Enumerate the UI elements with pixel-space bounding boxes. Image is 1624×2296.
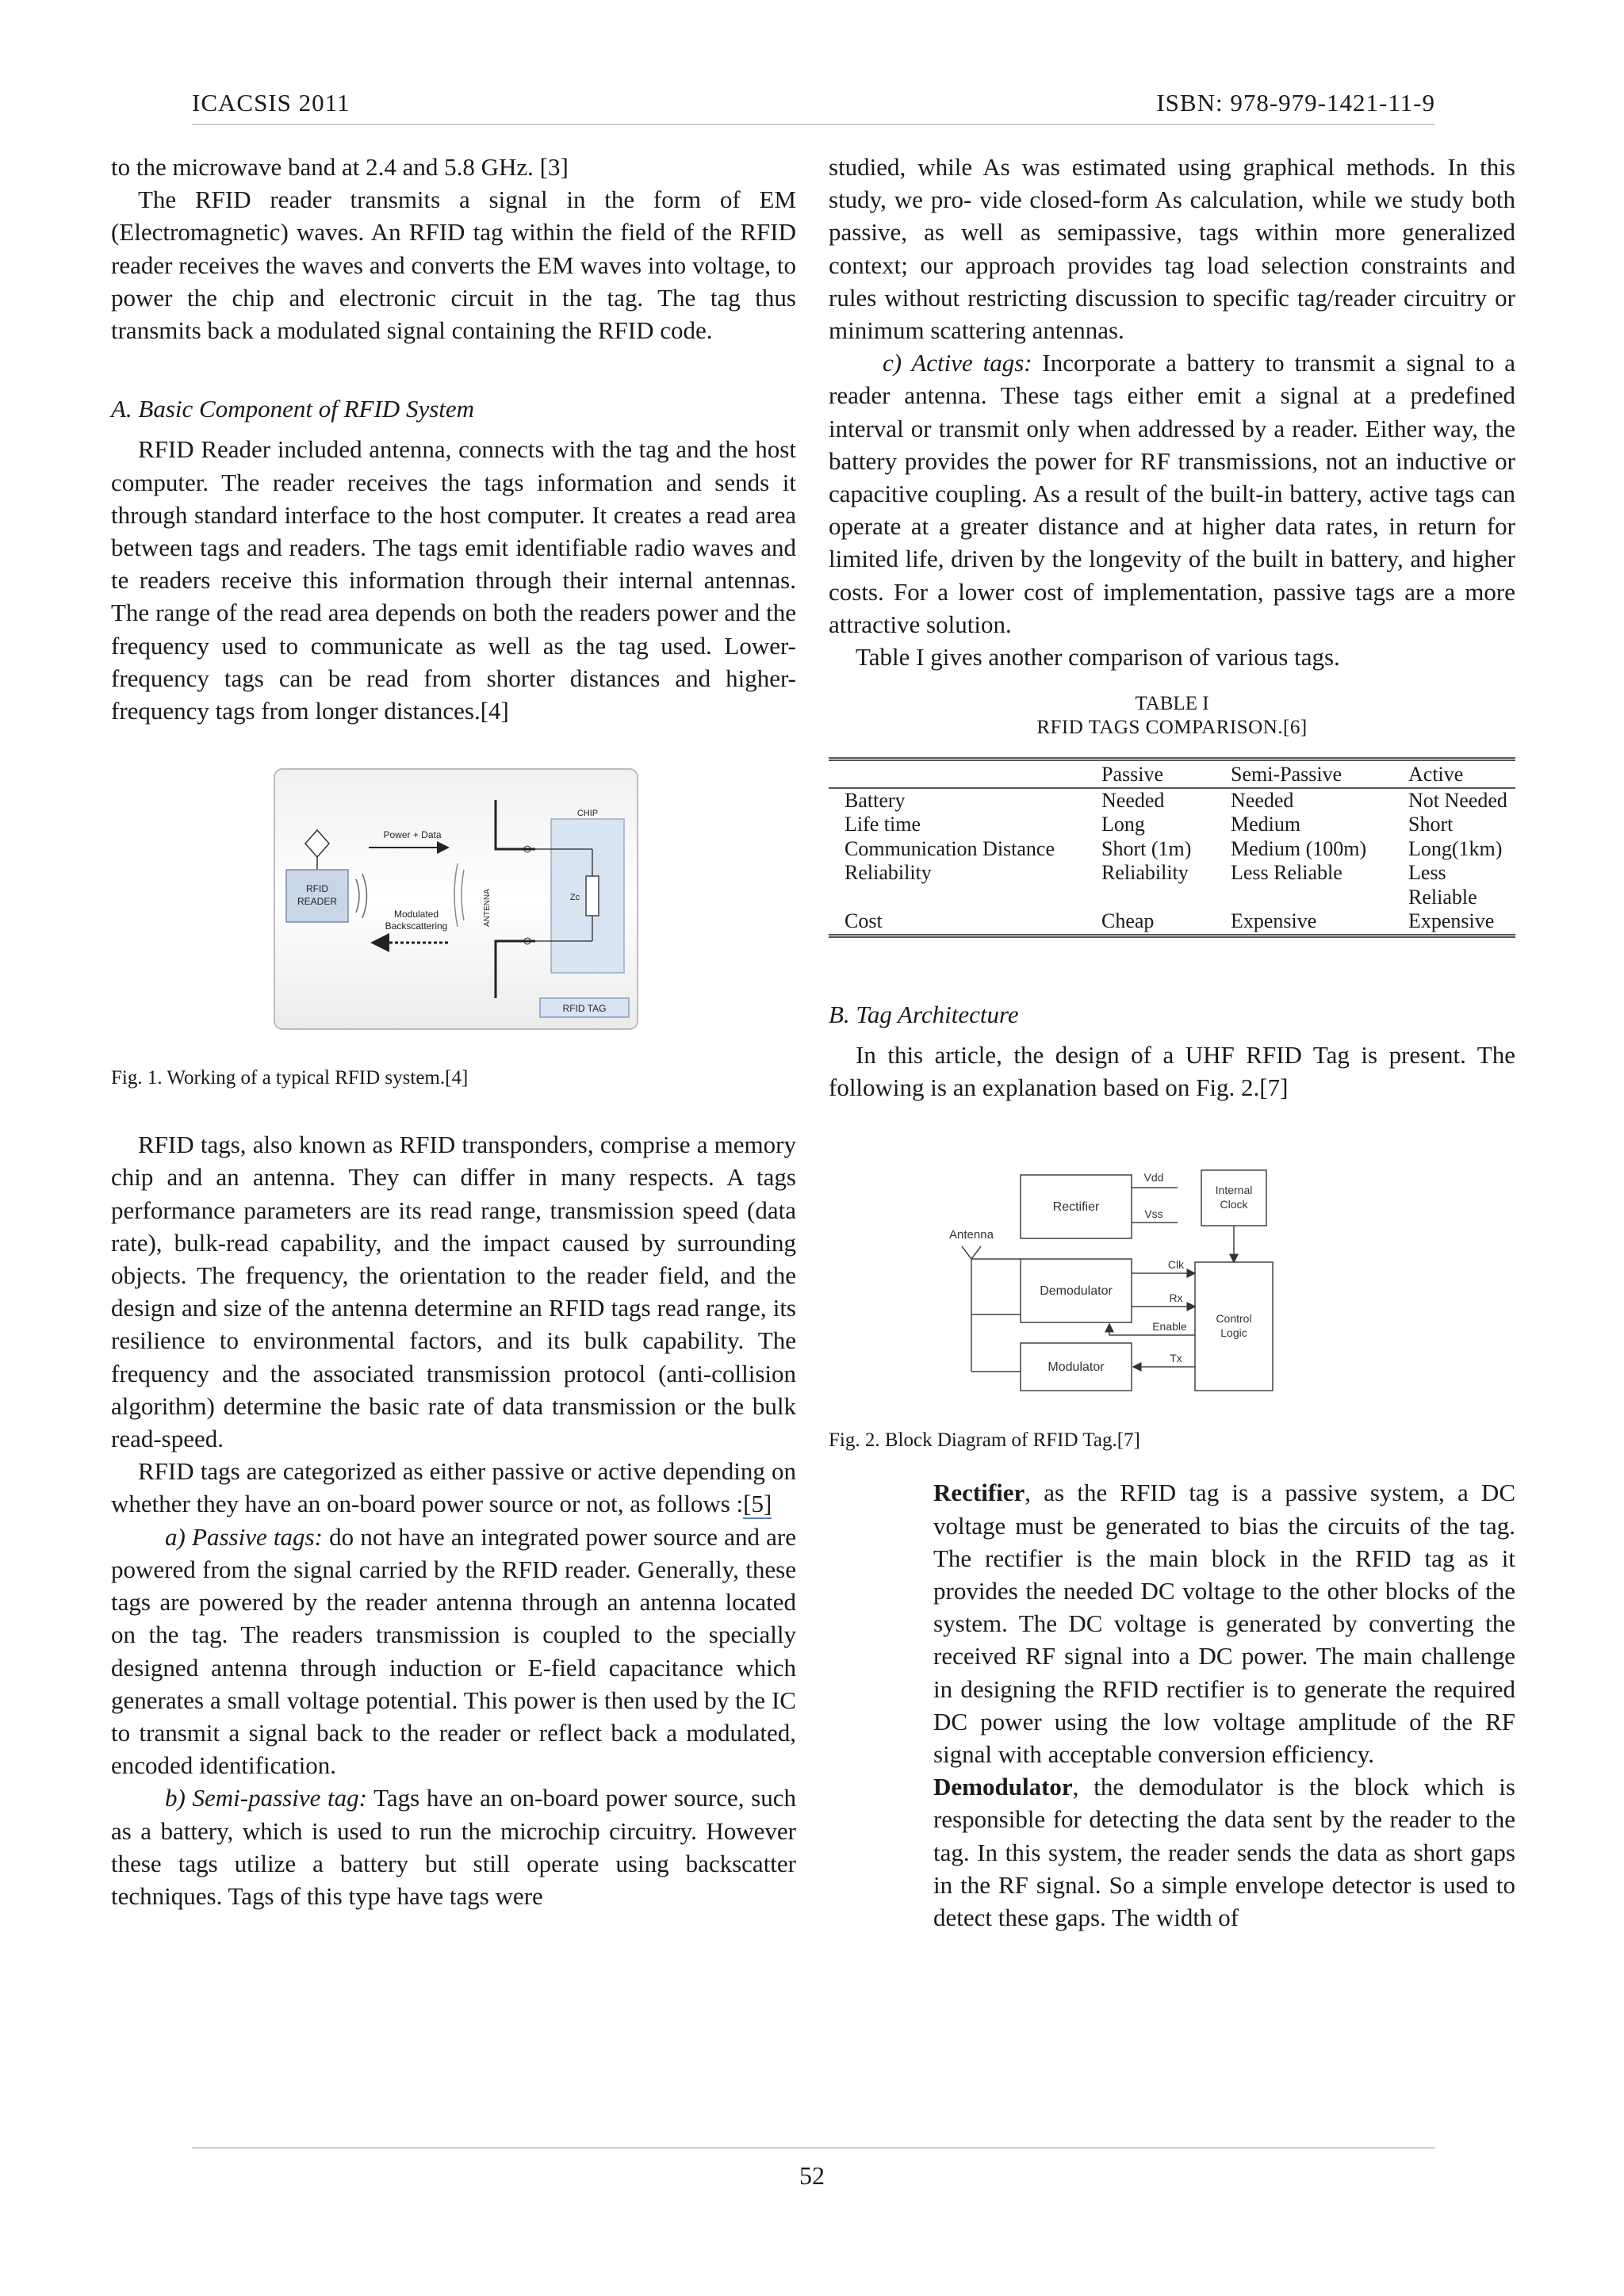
section-heading-b: B. Tag Architecture [829, 1000, 1019, 1028]
block-descriptions [829, 1476, 1515, 1934]
table-row: Life time Long Medium Short [845, 813, 1454, 836]
paragraph: In this article, the design of a UHF RFID Tag is present. The following is an explanation based on Fig. 2.[7] [829, 1040, 1515, 1102]
demodulator-term: Demodulator [933, 1773, 1073, 1801]
paragraph: RFID Reader included antenna, connects with the tag and the host computer. The reader receives the tags information and sends it through standard interface to the host computer. It creates a read area between tags and readers. The tags emit identifiable radio waves and te readers receive this information through their internal antennas. The range of the read area depends on both the readers power and the frequency used to communicate as well as the tag used. Lower-frequency tags can be read from shorter distances and higher-frequency tags from longer distances.[4] [111, 435, 796, 725]
running-header [192, 89, 1435, 125]
antenna-label: Antenna [949, 1228, 994, 1242]
isbn: ISBN: 978-979-1421-11-9 [1156, 89, 1435, 117]
table-subtitle: RFID TAGS COMPARISON.[6] [1036, 717, 1308, 739]
rectifier-term: Rectifier [933, 1479, 1025, 1507]
figure-2-caption: Fig. 2. Block Diagram of RFID Tag.[7] [829, 1429, 1140, 1452]
table-title: TABLE I [1135, 693, 1209, 715]
paragraph: to the microwave band at 2.4 and 5.8 GHz. [3] [111, 153, 569, 181]
paragraph-passive-tags: a) Passive tags: do not have an integrated power source and are powered from the signal carried by the RFID reader. Generally, these tags are powered by the reader antenna through an antenna located on the tag. The readers transmission is coupled to the specially designed antenna through induction or E-field capacitance which generates a small voltage potential. This power is then used by the IC to transmit a signal back to the reader or reflect back a modulated, encoded identification. [111, 1522, 796, 1780]
paragraph: studied, while As was estimated using graphical methods. In this study, we pro- vide closed-form As calculation, while we study both passive, as well as semipassive, tags within more generalized context; our approach provides tag load selection constraints and rules without restricting discussion to specific tag/reader circuitry or minimum scattering antennas. [829, 153, 1515, 345]
figure-2 [940, 1159, 1384, 1397]
footer-divider [192, 2147, 1435, 2149]
svg-text:Internal: Internal [1215, 1184, 1253, 1197]
table-row: Communication Distance Short (1m) Medium (100m) Long(1km) [845, 836, 1503, 860]
right-column [829, 151, 1515, 1934]
semi-passive-tag-label: b) Semi-passive tag: [165, 1784, 367, 1812]
chip-label: CHIP [576, 809, 599, 819]
reader-label: RFID [306, 883, 328, 895]
svg-text:Tx: Tx [1170, 1352, 1182, 1365]
tag-block-diagram [940, 1159, 1384, 1397]
svg-text:Clk: Clk [1167, 1258, 1185, 1272]
paragraph: RFID tags are categorized as either passive or active depending on whether they have an on-board power source or not, as follows :[5] [111, 1457, 796, 1518]
svg-text:Modulated: Modulated [393, 909, 439, 920]
demodulator-block: Demodulator [1040, 1284, 1113, 1299]
svg-text:Clock: Clock [1220, 1198, 1248, 1211]
active-tags-label: c) Active tags: [883, 349, 1032, 377]
rectifier-block: Rectifier [1052, 1200, 1100, 1215]
column-header [829, 760, 1101, 788]
column-header: Active [1408, 760, 1515, 788]
passive-tags-label: a) Passive tags: [165, 1522, 323, 1551]
power-data-label: Power + Data [383, 829, 442, 841]
paragraph-active-tags: c) Active tags: Incorporate a battery to transmit a signal to a reader antenna. These tags either emit a signal at a predefined interval or transmit only when addressed by a reader. Either way, the battery provides the power for RF transmissions, not an inductive or capacitive coupling. As a result of the built-in battery, active tags can operate at a greater distance and at higher data rates, in return for limited life, driven by the longevity of the built in battery, and higher costs. For a lower cost of implementation, passive tags are a more attractive solution. [829, 349, 1515, 638]
figure-1-caption: Fig. 1. Working of a typical RFID system.[4] [111, 1067, 469, 1089]
svg-text:Vss: Vss [1144, 1207, 1163, 1221]
paragraph: The RFID reader transmits a signal in the form of EM (Electromagnetic) waves. An RFID tag within the field of the RFID reader receives the waves and converts the EM waves into voltage, to power the chip and electronic circuit in the tag. The tag thus transmits back a modulated signal containing the RFID code. [111, 186, 796, 345]
svg-text:Enable: Enable [1152, 1320, 1187, 1334]
control-logic-block: Control [1216, 1312, 1252, 1326]
svg-text:Zc: Zc [569, 893, 580, 903]
svg-text:Backscattering: Backscattering [385, 920, 448, 932]
figure-1 [274, 768, 638, 1030]
paragraph: RFID tags, also known as RFID transponders, comprise a memory chip and an antenna. They can differ in many respects. A tags performance parameters are its read range, transmission speed (data rate), bulk-read capability, and the impact caused by surrounding objects. The frequency, the orientation to the reader field, and the design and size of the antenna determine an RFID tags read range, its resilience to environmental factors, and its bulk capability. The frequency and the associated transmission protocol (anti-collision algorithm) determine the basic rate of data transmission or the bulk read-speed. [111, 1131, 796, 1453]
conference-name: ICACSIS 2011 [192, 89, 350, 117]
section-heading-a: A. Basic Component of RFID System [111, 395, 475, 423]
svg-text:Rx: Rx [1169, 1292, 1183, 1305]
table-row: Reliability Reliability Less Reliable Less Reliable [845, 861, 1477, 909]
table-row: Battery Needed Needed Not Needed [845, 788, 1507, 812]
svg-text:READER: READER [297, 896, 338, 908]
table-header-row [829, 760, 1515, 788]
modulator-block: Modulator [1048, 1360, 1105, 1375]
paragraph: Table I gives another comparison of various tags. [856, 643, 1340, 672]
paragraph-demodulator: Demodulator, the demodulator is the block which is responsible for detecting the data sent by the reader to the tag. In this system, the reader sends the data as short gaps in the RF signal. So a simple envelope detector is used to detect these gaps. The width of [933, 1773, 1515, 1931]
rfid-tag-label: RFID TAG [562, 1003, 607, 1015]
paragraph-semi-passive-tags: b) Semi-passive tag: Tags have an on-board power source, such as a battery, which is used to run the microchip circuitry. However these tags utilize a battery but still operate using backscatter techniques. Tags of this type have tags were [111, 1784, 796, 1910]
left-column [111, 151, 796, 1912]
column-header: Passive [1101, 760, 1231, 788]
svg-text:Vdd: Vdd [1143, 1171, 1164, 1184]
paragraph-rectifier: Rectifier, as the RFID tag is a passive system, a DC voltage must be generated to bias the circuits of the tag. The rectifier is the main block in the RFID tag as it provides the needed DC voltage to the other blocks of the system. The DC voltage is generated by converting the received RF signal into a DC power. The main challenge in designing the RFID rectifier is to generate the required DC power using the low voltage amplitude of the RF signal with acceptable conversion efficiency. [933, 1479, 1515, 1768]
svg-text:Logic: Logic [1220, 1326, 1247, 1340]
table-row: Cost Cheap Expensive Expensive [829, 909, 1515, 936]
column-header: Semi-Passive [1231, 760, 1408, 788]
rfid-system-diagram [274, 768, 638, 1030]
page-number: 52 [799, 2161, 825, 2190]
antenna-label: ANTENNA [483, 889, 492, 928]
tags-comparison-table [829, 757, 1515, 938]
citation-link-5[interactable]: [5] [743, 1490, 772, 1518]
